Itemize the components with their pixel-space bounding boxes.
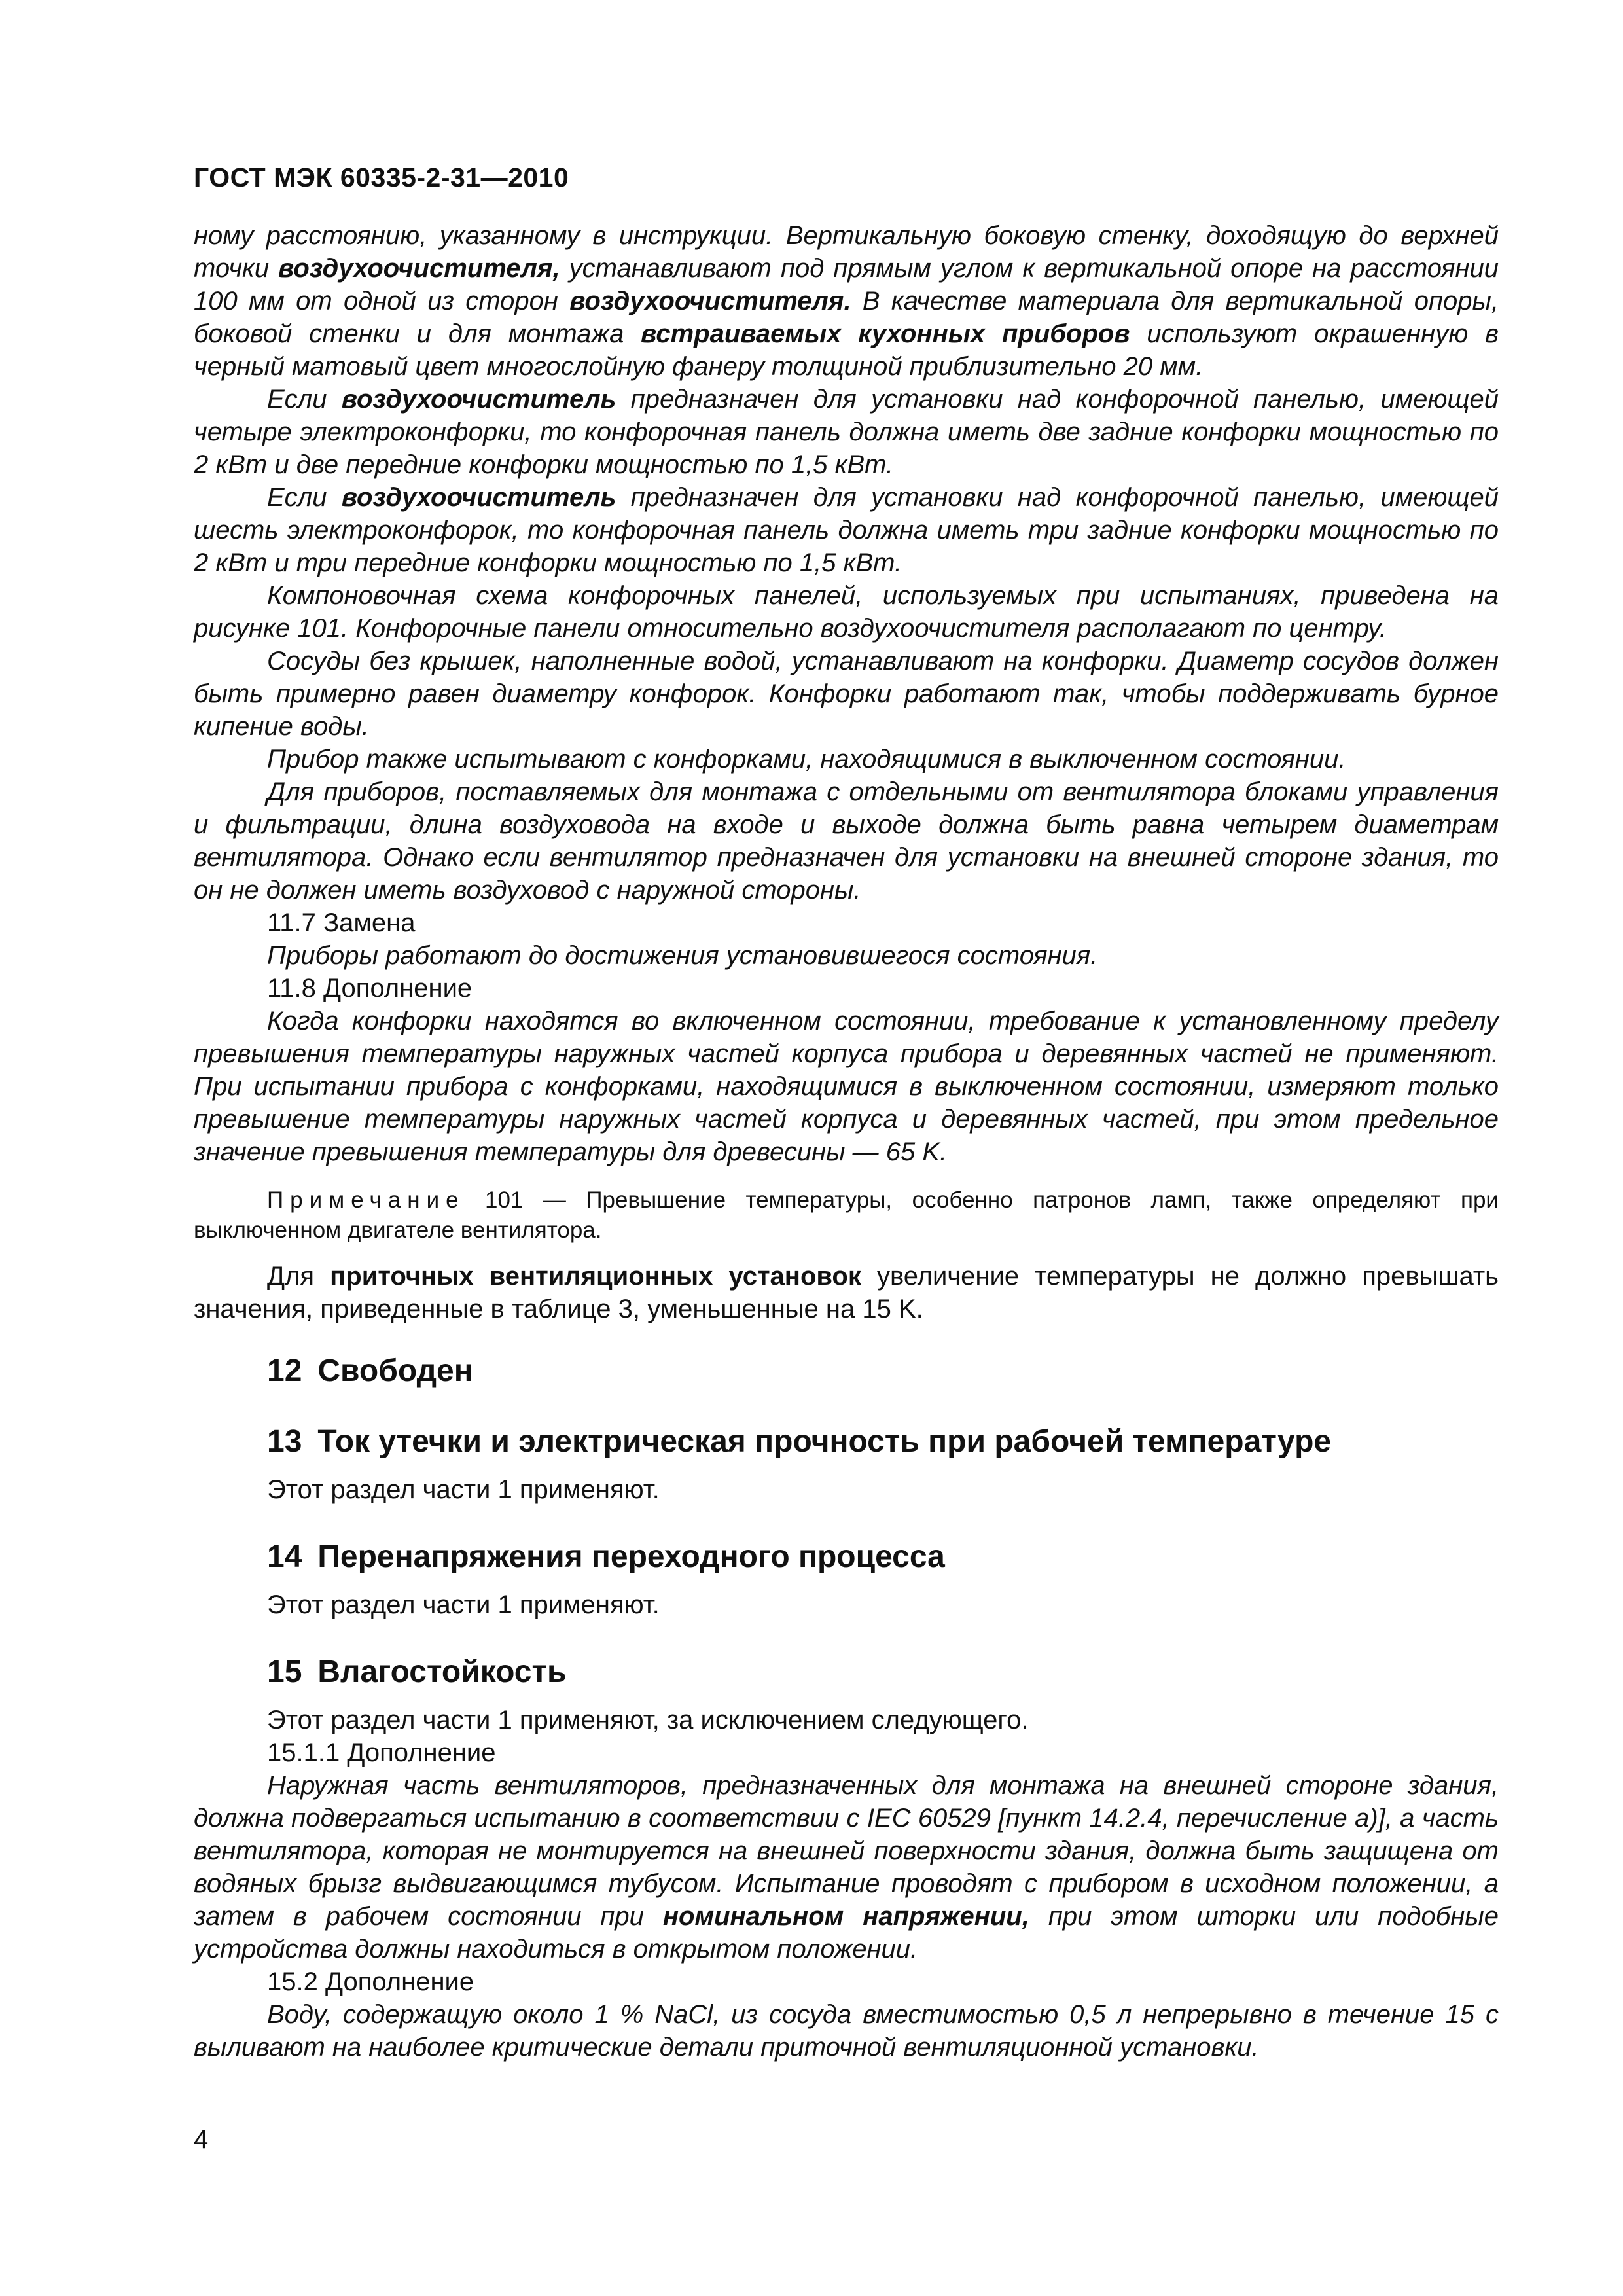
bold-term: воздухоочиститель: [341, 483, 616, 512]
paragraph-burners-off: Прибор также испытывают с конфорками, находящимися в выключенном состоянии.: [267, 745, 1346, 774]
clause-11-7-title: 11.7 Замена: [267, 908, 416, 937]
note-text: 101 — Превышение температуры, особенно патронов ламп, также определяют при выключенном двигателе вентилятора.: [194, 1187, 1499, 1243]
clause-15-2-title: 15.2 Дополнение: [267, 1967, 474, 1996]
bold-term: воздухоочистителя,: [278, 254, 560, 283]
note-101: [194, 1185, 1499, 1246]
clause-15-2-text: Воду, содержащую около 1 % NaCl, из сосуда вместимостью 0,5 л непрерывно в течение 15 с выливают на наиболее критические детали приточной вентиляционной установки.: [194, 2000, 1499, 2062]
bold-term: встраиваемых кухонных приборов: [641, 319, 1130, 348]
section-15-number: 15: [267, 1655, 302, 1689]
section-15-title: Влагостойкость: [317, 1655, 567, 1689]
clause-11-8-text: Когда конфорки находятся во включенном состоянии, требование к установленному пределу превышения температуры наружных частей корпуса прибора и деревянных частей не применяют. При испытании прибора с конфорками, находящимися в выключенном состоянии, измеряют только превышение температуры наружных частей корпуса и деревянных частей, при этом предельное значение превышения температуры для древесины — 65 K.: [194, 1007, 1499, 1166]
document-header: ГОСТ МЭК 60335-2-31—2010: [194, 162, 569, 192]
section-13-title: Ток утечки и электрическая прочность при рабочей температуре: [317, 1424, 1332, 1459]
section-12-number: 12: [267, 1354, 302, 1388]
clause-11-8-title: 11.8 Дополнение: [267, 974, 473, 1003]
paragraph-layout-scheme: Компоновочная схема конфорочных панелей, используемых при испытаниях, приведена на рисунке 101. Конфорочные панели относительно воздухоочистителя располагают по центру.: [194, 581, 1499, 643]
paragraph-supply-units: Для приточных вентиляционных установок увеличение температуры не должно превышать значения, приведенные в таблице 3, уменьшенные на 15 K.: [194, 1262, 1499, 1323]
section-14-number: 14: [267, 1539, 302, 1574]
paragraph-four-burners: Если воздухоочиститель предназначен для установки над конфорочной панелью, имеющей четыре электроконфорки, то конфорочная панель должна иметь две задние конфорки мощностью по 2 кВт и две передние конфорки мощностью по 1,5 кВт.: [194, 385, 1499, 479]
paragraph-duct-length: Для приборов, поставляемых для монтажа с отдельными от вентилятора блоками управления и фильтрации, длина воздуховода на входе и выходе должна быть равна четырем диаметрам вентилятора. Однако если вентилятор предназначен для установки на внешней стороне здания, то он не должен иметь воздуховод с наружной стороны.: [194, 778, 1499, 905]
paragraph-six-burners: Если воздухоочиститель предназначен для установки над конфорочной панелью, имеющей шесть электроконфорок, то конфорочная панель должна иметь три задние конфорки мощностью по 2 кВт и три передние конфорки мощностью по 1,5 кВт.: [194, 483, 1499, 577]
bold-term: номинальном напряжении,: [662, 1902, 1029, 1931]
clause-11-7-text: Приборы работают до достижения установившегося состояния.: [267, 941, 1098, 970]
section-14-heading: [194, 1537, 1499, 1577]
paragraph-vessels: Сосуды без крышек, наполненные водой, устанавливают на конфорки. Диаметр сосудов должен быть примерно равен диаметру конфорок. Конфорки работают так, чтобы поддерживать бурное кипение воды.: [194, 647, 1499, 741]
section-14-text: Этот раздел части 1 применяют.: [267, 1590, 660, 1619]
note-label: Примечание: [267, 1187, 465, 1213]
bold-term: воздухоочистителя.: [569, 287, 851, 315]
bold-term: приточных вентиляционных установок: [330, 1262, 861, 1291]
paragraph-test-setup: ному расстоянию, указанному в инструкции. Вертикальную боковую стенку, доходящую до верхней точки воздухоочистителя, устанавливают под прямым углом к вертикальной опоре на расстоянии 100 мм от одной из сторон воздухоочистителя. В качестве материала для вертикальной опоры, боковой стенки и для монтажа встраиваемых кухонных приборов используют окрашенную в черный матовый цвет многослойную фанеру толщиной приблизительно 20 мм.: [194, 221, 1499, 381]
section-14-title: Перенапряжения переходного процесса: [317, 1539, 945, 1574]
clause-15-1-1-text: Наружная часть вентиляторов, предназначенных для монтажа на внешней стороне здания, должна подвергаться испытанию в соответствии с IEC 60529 [пункт 14.2.4, перечисление а)], а часть вентилятора, которая не монтируется на внешней поверхности здания, должна быть защищена от водяных брызг выдвигающимся тубусом. Испытание проводят с прибором в исходном положении, а затем в рабочем состоянии при номинальном напряжении, при этом шторки или подобные устройства должны находиться в открытом положении.: [194, 1771, 1499, 1964]
section-12-heading: [194, 1352, 1499, 1391]
page-body: [194, 219, 1499, 2064]
section-13-heading: [194, 1422, 1499, 1462]
clause-15-1-1-title: 15.1.1 Дополнение: [267, 1738, 496, 1767]
bold-term: воздухоочиститель: [341, 385, 616, 414]
section-12-title: Свободен: [317, 1354, 473, 1388]
page-number: 4: [194, 2125, 209, 2154]
section-15-text: Этот раздел части 1 применяют, за исключением следующего.: [267, 1706, 1029, 1734]
section-13-number: 13: [267, 1424, 302, 1459]
section-13-text: Этот раздел части 1 применяют.: [267, 1475, 660, 1504]
section-15-heading: [194, 1653, 1499, 1692]
